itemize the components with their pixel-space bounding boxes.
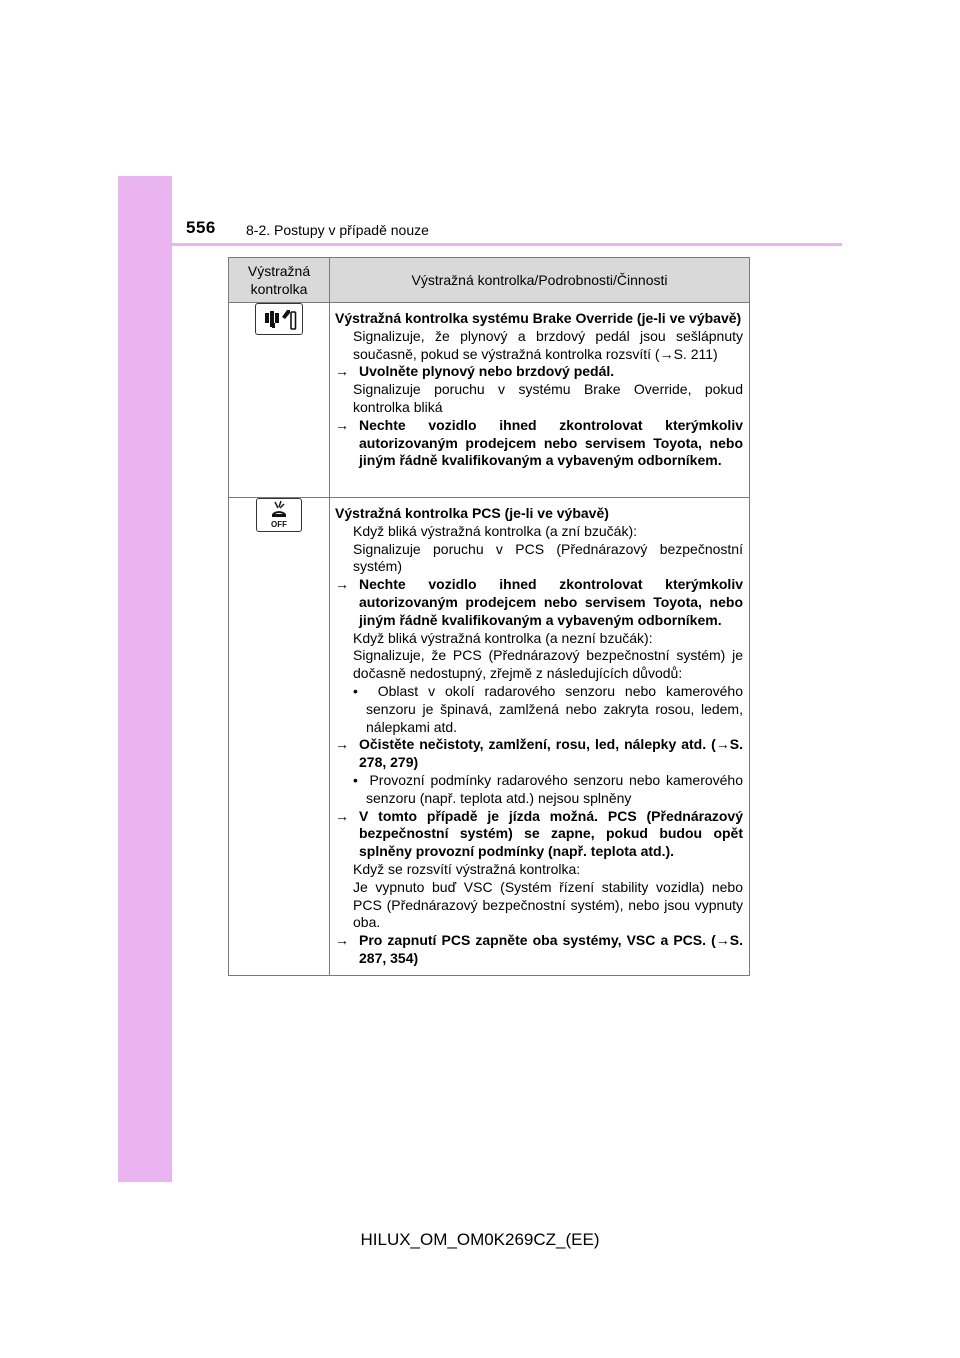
icon-cell bbox=[229, 303, 330, 498]
action-text: Očistěte nečistoty, zamlžení, rosu, led, nálepky atd. (→S. 278, 279) bbox=[359, 736, 743, 771]
table-row bbox=[229, 498, 750, 976]
page-number: 556 bbox=[186, 218, 216, 237]
action-text: Uvolněte plynový nebo brzdový pedál. bbox=[359, 363, 615, 380]
description-text: Signalizuje, že PCS (Přednárazový bezpečnostní systém) je dočasně nedostupný, zřejmě z následujících důvodů: bbox=[353, 647, 743, 682]
column-header-detail: Výstražná kontrolka/Podrobnosti/Činnosti bbox=[330, 258, 750, 303]
condition-text: Když bliká výstražná kontrolka (a nezní bzučák): bbox=[353, 629, 653, 646]
bullet-item bbox=[335, 683, 743, 736]
arrow-icon: → bbox=[335, 576, 349, 593]
detail-cell bbox=[330, 303, 750, 498]
bullet-glyph: • bbox=[353, 771, 358, 788]
warning-light-table bbox=[228, 257, 750, 976]
condition-text: Když se rozsvítí výstražná kontrolka: bbox=[353, 860, 581, 877]
description-text: Signalizuje, že plynový a brzdový pedál jsou sešlápnuty současně, pokud se výstražná kontrolka rozsvítí (→S. 211) bbox=[353, 327, 743, 362]
description-text: Signalizuje poruchu v systému Brake Override, pokud kontrolka bliká bbox=[353, 381, 743, 415]
action-text: Nechte vozidlo ihned zkontrolovat kterýmkoliv autorizovaným prodejcem nebo servisem Toyota, nebo jiným řádně kvalifikovaným a vybaveným odborníkem. bbox=[359, 576, 743, 628]
condition-text: Když bliká výstražná kontrolka (a zní bzučák): bbox=[353, 522, 638, 539]
document-id: HILUX_OM_OM0K269CZ_(EE) bbox=[360, 1230, 600, 1249]
action-item bbox=[335, 417, 743, 470]
arrow-icon: → bbox=[335, 416, 349, 433]
description-text: Signalizuje poruchu v PCS (Přednárazový bezpečnostní systém) bbox=[353, 540, 743, 575]
action-item bbox=[335, 932, 743, 968]
bullet-item bbox=[335, 772, 743, 808]
detail-cell bbox=[330, 498, 750, 976]
bullet-glyph: • bbox=[353, 682, 358, 699]
arrow-icon: → bbox=[335, 932, 349, 949]
action-text: Nechte vozidlo ihned zkontrolovat kterýmkoliv autorizovaným prodejcem nebo servisem Toyota, nebo jiným řádně kvalifikovaným a vybaveným odborníkem. bbox=[359, 416, 743, 469]
light-title: Výstražná kontrolka systému Brake Override (je-li ve výbavě) bbox=[335, 310, 742, 326]
side-tab-bar bbox=[118, 176, 172, 1182]
pcs-off-label: OFF bbox=[271, 520, 287, 529]
table-header-row bbox=[229, 258, 750, 303]
action-item bbox=[335, 576, 743, 629]
icon-cell bbox=[229, 498, 330, 976]
light-title: Výstražná kontrolka PCS (je-li ve výbavě) bbox=[335, 505, 609, 521]
brake-override-icon bbox=[255, 303, 303, 335]
bullet-text: Provozní podmínky radarového senzoru nebo kamerového senzoru (např. teplota atd.) nejsou splněny bbox=[366, 771, 744, 806]
section-title: 8-2. Postupy v případě nouze bbox=[246, 222, 429, 238]
action-text: V tomto případě je jízda možná. PCS (Přednárazový bezpečnostní systém) se zapne, pokud budou opět splněny provozní podmínky (např. teplota atd.). bbox=[359, 807, 743, 860]
arrow-icon: → bbox=[335, 807, 349, 824]
header-rule bbox=[172, 243, 842, 246]
arrow-icon: → bbox=[335, 363, 349, 380]
action-item bbox=[335, 363, 743, 381]
action-item bbox=[335, 808, 743, 861]
action-text: Pro zapnutí PCS zapněte oba systémy, VSC a PCS. (→S. 287, 354) bbox=[359, 932, 743, 966]
action-item bbox=[335, 736, 743, 772]
description-text: Je vypnuto buď VSC (Systém řízení stability vozidla) nebo PCS (Přednárazový bezpečnostní systém), nebo jsou vypnuty oba. bbox=[353, 878, 743, 931]
arrow-icon: → bbox=[335, 736, 349, 753]
pcs-off-icon bbox=[256, 498, 302, 532]
bullet-text: Oblast v okolí radarového senzoru nebo kamerového senzoru je špinavá, zamlžená nebo zakryta rosou, ledem, nálepkami atd. bbox=[366, 682, 743, 735]
table-row bbox=[229, 303, 750, 498]
column-header-light: Výstražná kontrolka bbox=[229, 258, 330, 303]
